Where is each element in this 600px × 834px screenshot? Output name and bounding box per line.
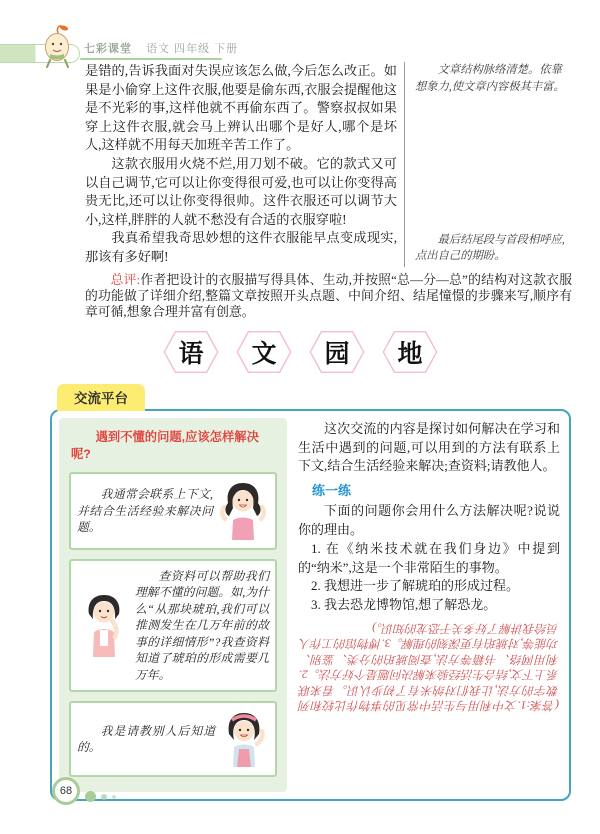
page-footer [52, 777, 172, 807]
page-header [0, 0, 600, 66]
speech-bubble-3-text: 我是请教别人后知道的。 [77, 723, 215, 755]
title-hexagon-4 [380, 329, 440, 375]
boy-thinking-figure-icon [77, 593, 131, 659]
brand-name: 七彩课堂 [84, 43, 132, 55]
practice-item-3: 3. 我去恐龙博物馆,想了解恐龙。 [311, 597, 497, 613]
speech-bubble-2-text: 查资料可以帮助我们理解不懂的问题。如,为什么“从那块琥珀,我们可以推测发生在几万年前的故事的详细情形”?我查资料知道了琥珀的形成需要几万年。 [135, 568, 269, 682]
page-content [0, 62, 600, 801]
speech-bubble-1 [69, 472, 277, 550]
speech-bubble-3 [69, 701, 277, 777]
dialogue-panel [59, 418, 287, 793]
unit-title [57, 329, 544, 375]
title-char-2: 文 [251, 340, 277, 368]
answer-key-inverted: (答案:1.文中利用与生活中常见的事物作比较和列数字的方法,让我们对纳米有了初步认识。看来联系上下文,结合生活经验来解决问题是个好方法。2.利用网络、书籍等方法,查阅琥珀的分类、鉴别、功能等,对琥珀有更深刻的理解。3.博物馆的工作人员给我讲解了好多关于恐龙的知识。) [299, 621, 559, 713]
essay-paragraph-2: 这款衣服用火烧不烂,用刀划不破。它的款式又可以自己调节,它可以让你变得很可爱,也可以让你变得高贵无比,还可以让你变得很帅。这件衣服还可以调节大小,这样,胖胖的人就不愁没有合适的衣服穿啦! [85, 155, 397, 227]
dialogue-question: 遇到不懂的问题,应该怎样解决呢? [71, 429, 259, 461]
practice-item-1: 1. 在《纳米技术就在我们身边》中提到的“纳米”,这是一个非常陌生的事物。 [298, 540, 560, 575]
title-hexagon-1 [161, 329, 221, 375]
header-underline [80, 58, 222, 60]
title-hexagon-2 [234, 329, 294, 375]
margin-note-2: 最后结尾段与首段相呼应,点出自己的期盼。 [415, 233, 565, 263]
page-number: 68 [52, 777, 80, 805]
speech-bubble-2 [69, 559, 277, 693]
essay-paragraph-3: 我真希望我奇思妙想的这件衣服能早点变成现实,那该有多好啊! [85, 230, 397, 264]
title-char-1: 语 [178, 340, 204, 368]
title-char-4: 地 [397, 340, 423, 368]
summary-text: 作者把设计的衣服描写得具体、生动,并按照“总—分—总”的结构对这款衣服的功能做了详细介绍,整篇文章按照开头点题、中间介绍、结尾憧憬的步骤来写,顺序有章可循,想象合理并富有创意。 [85, 272, 572, 320]
communication-platform-section [50, 384, 571, 802]
practice-item-2: 2. 我想进一步了解琥珀的形成过程。 [311, 578, 520, 594]
summary-label: 总评: [110, 272, 141, 287]
practice-panel [295, 418, 562, 793]
footer-dot-2 [101, 794, 107, 800]
platform-tab: 交流平台 [57, 384, 145, 411]
girl-waving-figure-icon [217, 481, 269, 541]
footer-dot-3 [112, 795, 116, 799]
footer-dot-1 [85, 791, 96, 802]
book-subject: 语文 四年级 下册 [146, 43, 239, 55]
margin-notes-column [404, 62, 572, 267]
practice-label: 练一练 [312, 483, 352, 499]
platform-box [50, 409, 571, 802]
title-hexagon-3 [307, 329, 367, 375]
practice-prompt: 下面的问题你会用什么方法解决呢?说说你的理由。 [298, 503, 560, 537]
margin-note-1: 文章结构脉络清楚。依靠想象力,使文章内容极其丰富。 [415, 64, 565, 93]
speech-bubble-1-text: 我通常会联系上下文,并结合生活经验来解决问题。 [77, 487, 213, 534]
header-title [84, 40, 344, 56]
girl-helper-figure-icon [219, 710, 269, 768]
essay-section [85, 62, 572, 267]
teacher-summary [85, 272, 572, 321]
essay-paragraph-1: 是错的,告诉我面对失误应该怎么做,今后怎么改正。如果是小偷穿上这件衣服,他要是偷东西,衣服会提醒他这是不光彩的事,这样他就不再偷东西了。警察叔叔如果穿上这件衣服,就会马上辨认出哪个是好人,哪个是坏人,这样就不用每天加班辛苦工作了。 [85, 63, 397, 153]
essay-text-column [85, 62, 397, 267]
platform-intro: 这次交流的内容是探讨如何解决在学习和生活中遇到的问题,可以用到的方法有联系上下文,结合生活经验来解决;查资料;请教他人。 [298, 420, 560, 474]
title-char-3: 园 [324, 340, 350, 368]
